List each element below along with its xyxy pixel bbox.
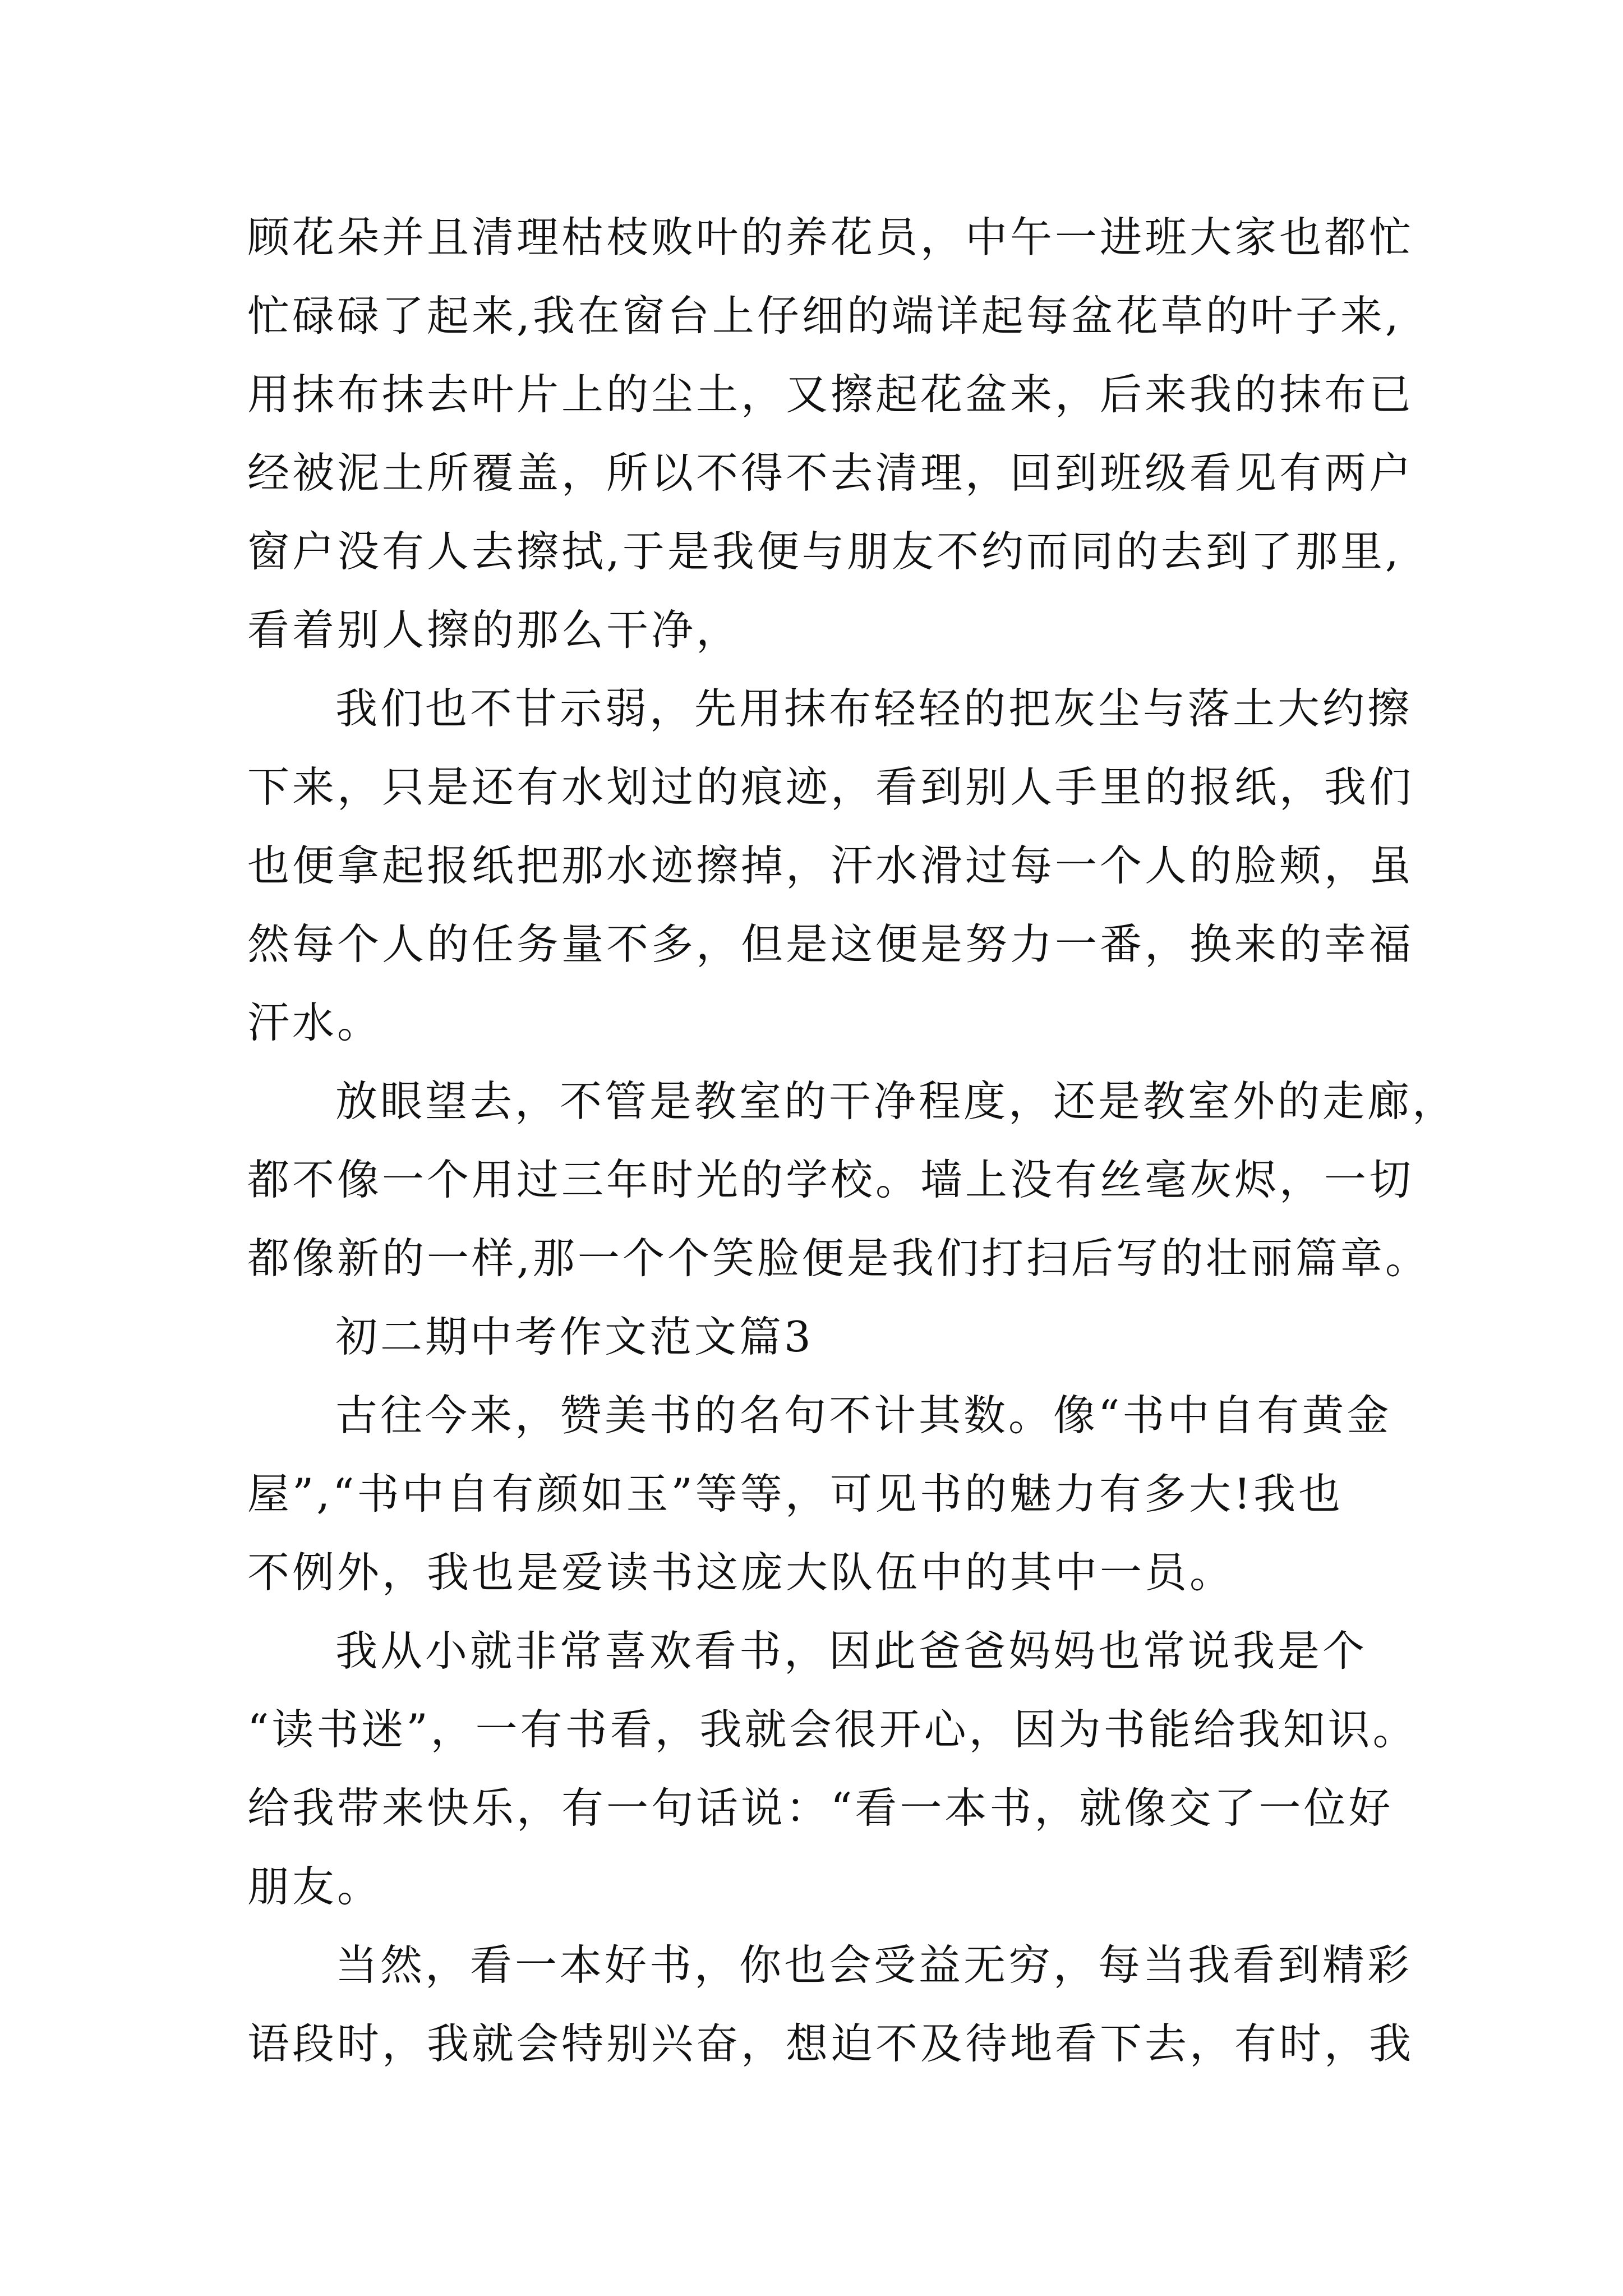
paragraph-start-line: 我从小就非常喜欢看书，因此爸爸妈妈也常说我是个 bbox=[335, 1626, 1368, 1676]
text-line: 屋”,“书中自有颜如玉”等等，可见书的魅力有多大!我也 bbox=[247, 1469, 1344, 1519]
text-line: 给我带来快乐，有一句话说：“看一本书，就像交了一位好 bbox=[247, 1783, 1394, 1833]
paragraph-start-line: 当然，看一本好书，你也会受益无穷，每当我看到精彩 bbox=[335, 1940, 1413, 1990]
text-line: 用抹布抹去叶片上的尘土，又擦起花盆来，后来我的抹布已 bbox=[247, 370, 1414, 419]
text-line: 看着别人擦的那么干净， bbox=[247, 605, 741, 655]
paragraph-start-line: 放眼望去，不管是教室的干净程度，还是教室外的走廊， bbox=[335, 1076, 1458, 1126]
section-heading: 初二期中考作文范文篇3 bbox=[335, 1312, 814, 1361]
text-line: 然每个人的任务量不多，但是这便是努力一番，换来的幸福 bbox=[247, 919, 1414, 969]
text-line: 窗户没有人去擦拭,于是我便与朋友不约而同的去到了那里, bbox=[247, 527, 1401, 576]
text-line: 经被泥土所覆盖，所以不得不去清理，回到班级看见有两户 bbox=[247, 448, 1414, 498]
text-line: 也便拿起报纸把那水迹擦掉，汗水滑过每一个人的脸颊，虽 bbox=[247, 841, 1414, 890]
text-line: 下来，只是还有水划过的痕迹，看到别人手里的报纸，我们 bbox=[247, 762, 1414, 812]
text-line: 朋友。 bbox=[247, 1862, 382, 1911]
text-line: 语段时，我就会特别兴奋，想迫不及待地看下去，有时，我 bbox=[247, 2019, 1414, 2068]
text-line: 都不像一个用过三年时光的学校。墙上没有丝毫灰烬，一切 bbox=[247, 1155, 1414, 1204]
paragraph-start-line: 古往今来，赞美书的名句不计其数。像“书中自有黄金 bbox=[335, 1391, 1392, 1440]
paragraph-start-line: 我们也不甘示弱，先用抹布轻轻的把灰尘与落土大约擦 bbox=[335, 684, 1413, 733]
text-line: 不例外，我也是爱读书这庞大队伍中的其中一员。 bbox=[247, 1548, 1235, 1597]
text-line: “读书迷”，一有书看，我就会很开心，因为书能给我知识。 bbox=[247, 1705, 1418, 1754]
text-line: 顾花朵并且清理枯枝败叶的养花员，中午一进班大家也都忙 bbox=[247, 213, 1414, 262]
text-line: 忙碌碌了起来,我在窗台上仔细的端详起每盆花草的叶子来, bbox=[247, 291, 1401, 341]
text-line: 汗水。 bbox=[247, 998, 382, 1047]
text-line: 都像新的一样,那一个个笑脸便是我们打扫后写的壮丽篇章。 bbox=[247, 1234, 1430, 1283]
